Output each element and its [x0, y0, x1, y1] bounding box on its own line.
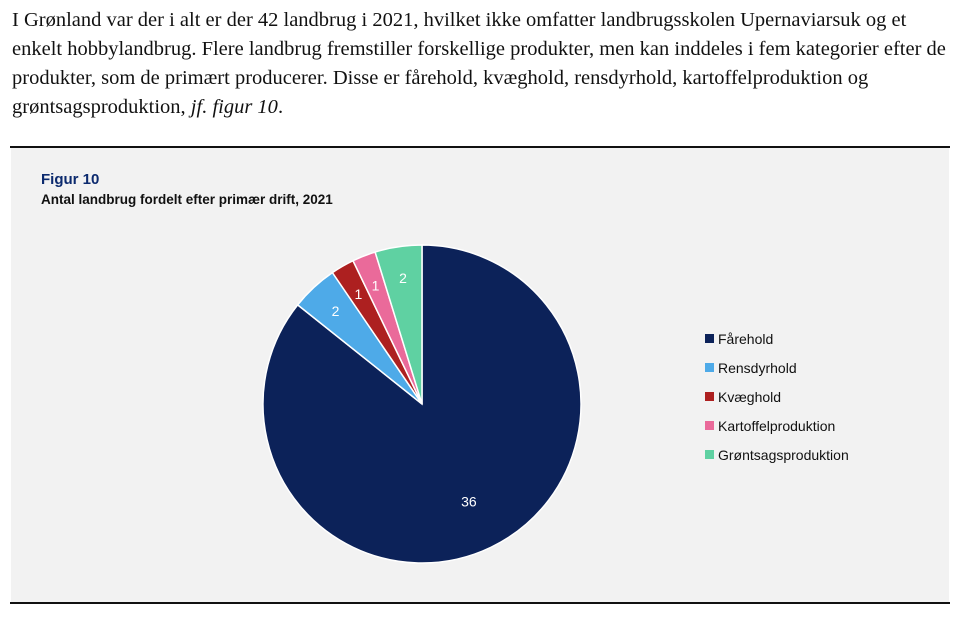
- legend: [705, 324, 849, 469]
- figure-box: [11, 148, 949, 602]
- data-label-grøntsagsproduktion: 2: [399, 270, 407, 287]
- legend-label: Kvæghold: [718, 388, 782, 405]
- legend-label: Fårehold: [718, 330, 774, 347]
- legend-item-grøntsagsproduktion: [705, 440, 849, 469]
- legend-label: Kartoffelproduktion: [718, 417, 836, 434]
- legend-swatch: [705, 363, 714, 372]
- data-label-kvæghold: 1: [354, 285, 363, 302]
- data-label-rensdyrhold: 2: [331, 302, 340, 319]
- intro-text: I Grønland var der i alt er der 42 landbrug i 2021, hvilket ikke omfatter landbrugsskolen Upernaviarsuk og et enkelt hobbylandbrug. Flere landbrug fremstiller forskellige produkter, men kan inddeles i fem kategorier efter de produkter, som de primært producerer. Disse er fårehold, kvæghold, rensdyrhold, kartoffelproduktion og grøntsagsproduktion,: [12, 9, 946, 118]
- legend-swatch: [705, 450, 714, 459]
- bottom-rule: [10, 602, 950, 604]
- legend-swatch: [705, 421, 714, 430]
- legend-item-rensdyrhold: [705, 353, 849, 382]
- legend-swatch: [705, 392, 714, 401]
- legend-label: Rensdyrhold: [718, 359, 797, 376]
- figure-label: Figur 10: [41, 171, 100, 188]
- legend-swatch: [705, 334, 714, 343]
- intro-paragraph: [12, 6, 952, 122]
- intro-end: .: [277, 96, 284, 118]
- data-label-kartoffelproduktion: 1: [371, 277, 380, 294]
- legend-item-kartoffelproduktion: [705, 411, 849, 440]
- legend-label: Grøntsagsproduktion: [718, 446, 849, 463]
- legend-item-kvæghold: [705, 382, 849, 411]
- legend-item-fårehold: [705, 324, 849, 353]
- data-label-fårehold: 36: [461, 493, 477, 510]
- chart-title: Antal landbrug fordelt efter primær drift, 2021: [41, 192, 333, 207]
- figure-reference: jf. figur 10: [190, 96, 278, 118]
